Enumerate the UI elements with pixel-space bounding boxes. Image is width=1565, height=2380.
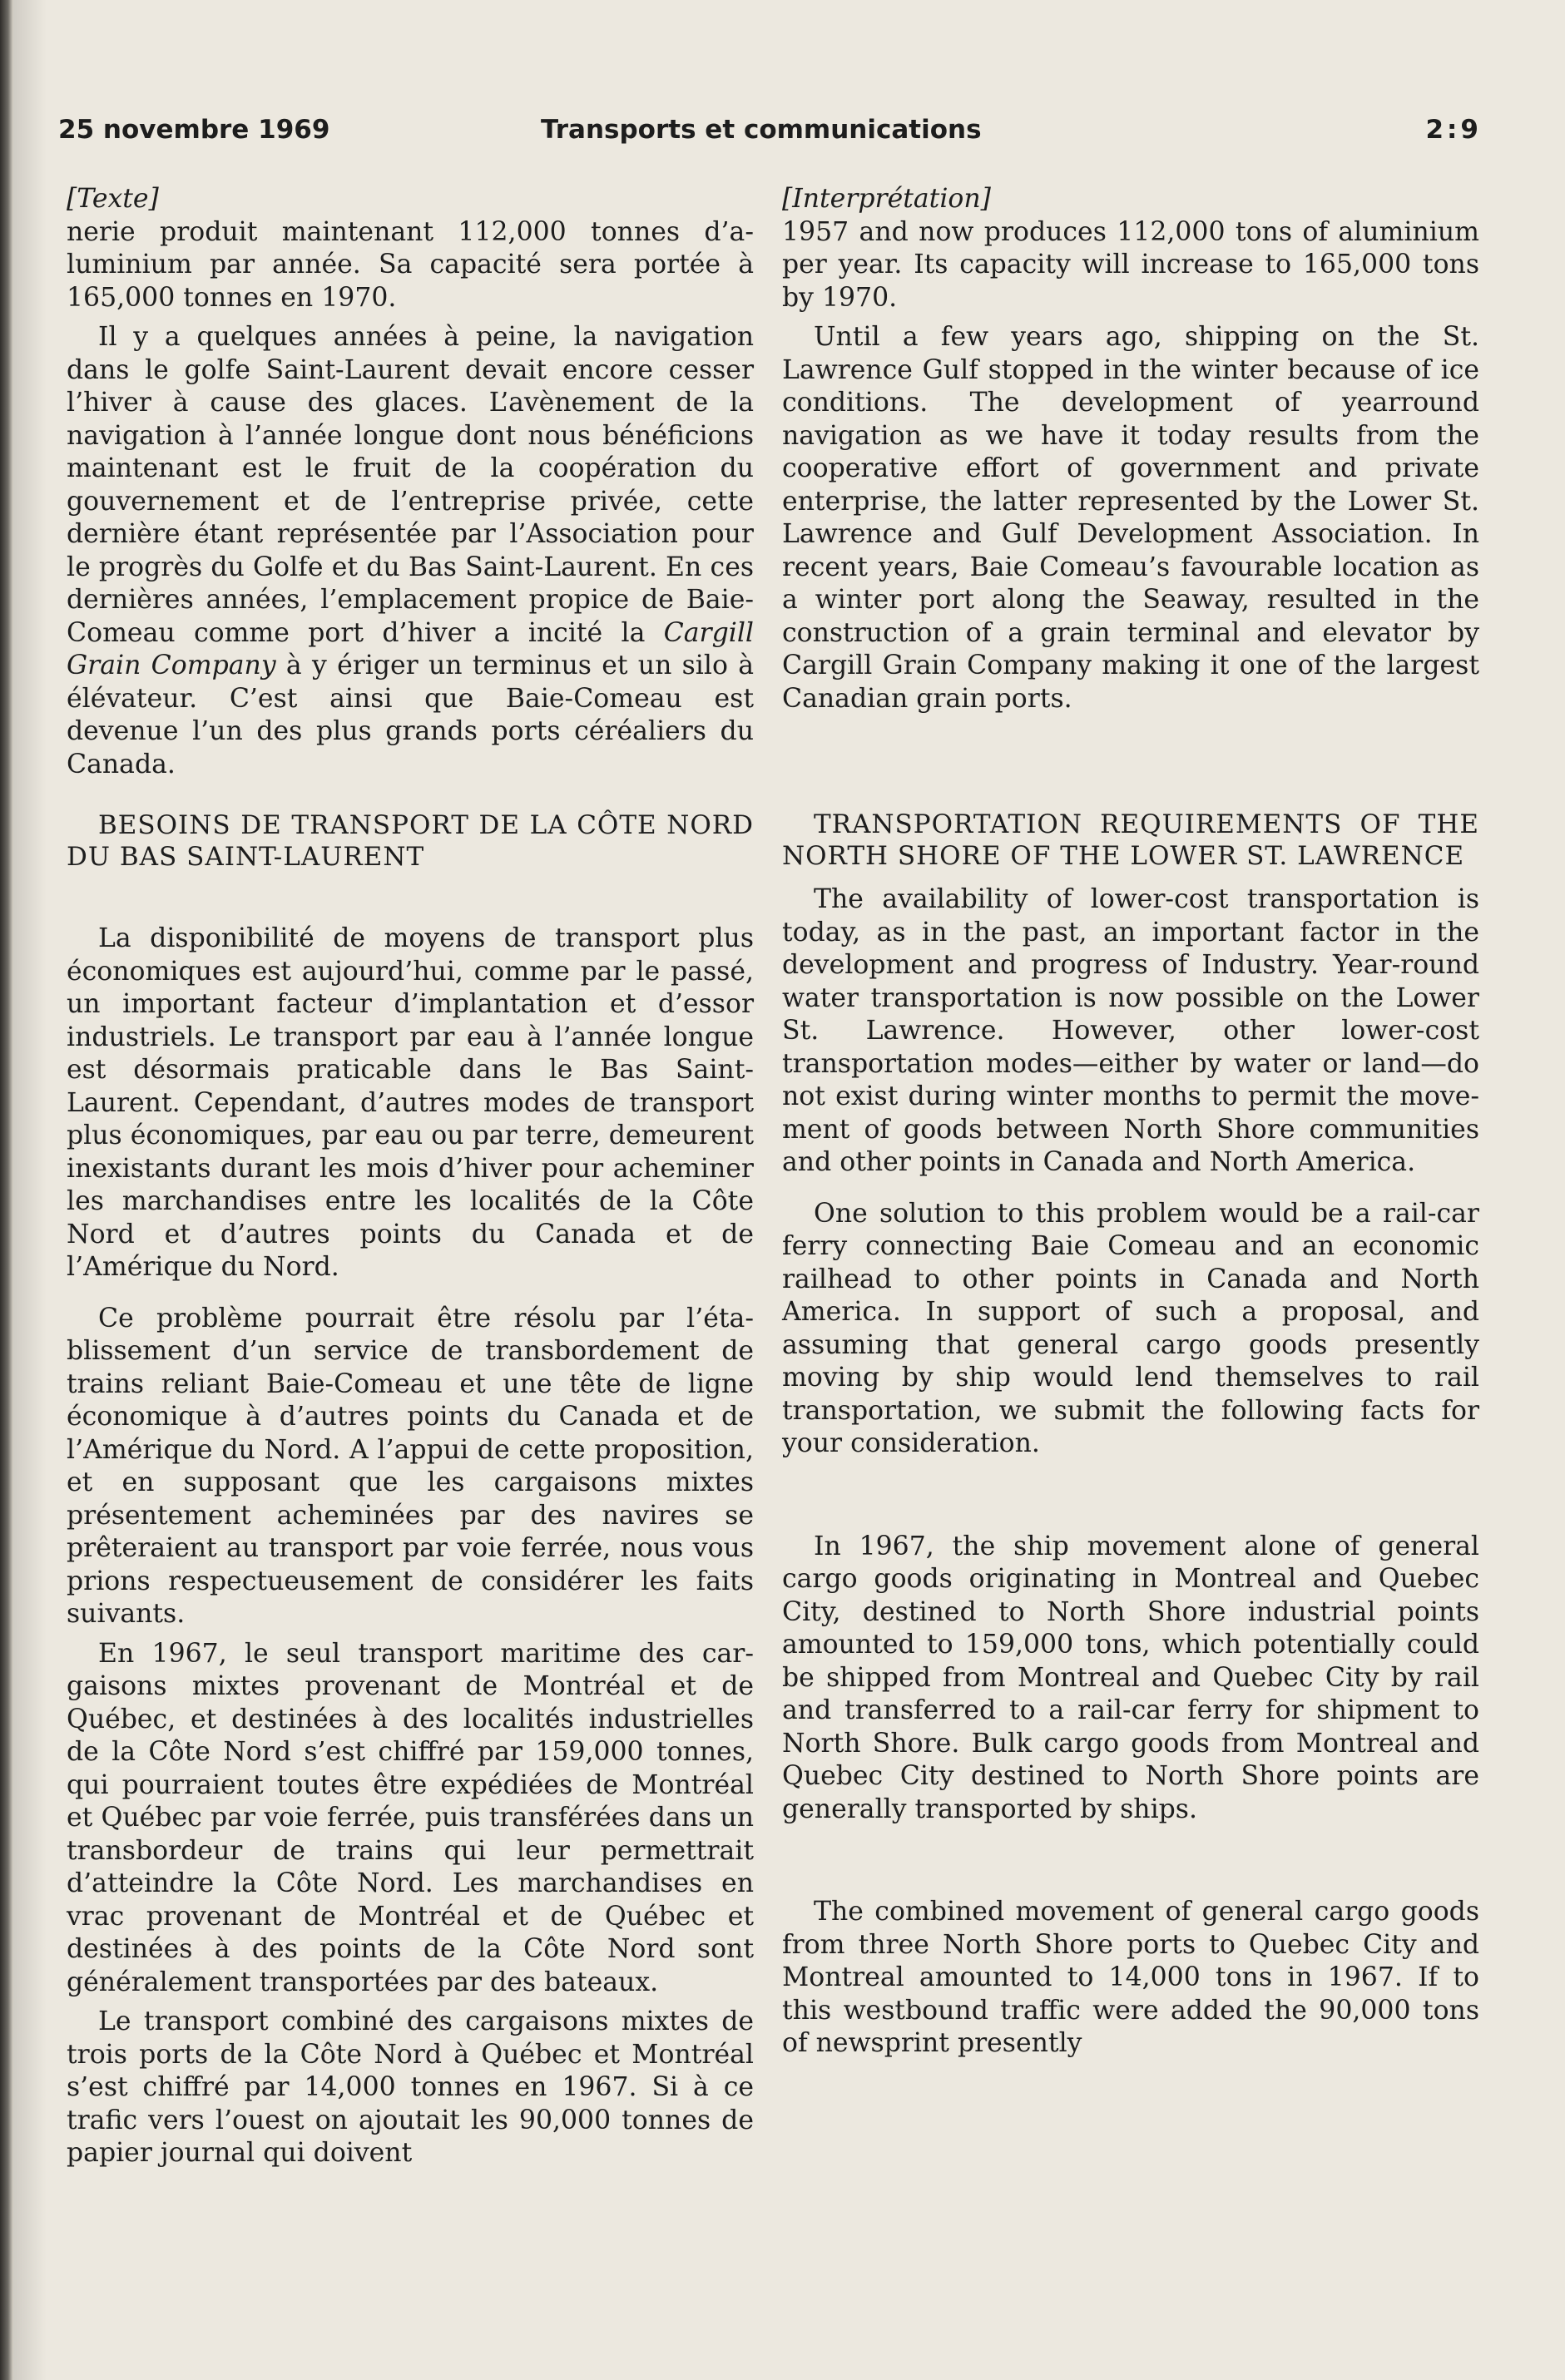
header-title: Transports et communications [541,115,982,145]
french-paragraph-6: Le transport combiné des cargaisons mixtes de trois ports de la Côte Nord à Québec et Montréal s’est chiffré par 14,000 tonnes en 1967. Si à ce trafic vers l’ouest on ajoutait les 90,000 tonnes de papier journal qui doivent [67,2006,754,2168]
english-paragraph-1: 1957 and now produces 112,000 tons of aluminium per year. Its capacity will increase to 165,000 tons by 1970. [782,216,1479,313]
french-paragraph-2 [67,321,754,781]
french-column-label: [Texte] [67,184,159,214]
page-edge-shadow [13,0,47,2380]
french-section-heading: BESOINS DE TRANSPORT DE LA CÔTE NORD DU BAS SAINT-LAURENT [67,810,754,872]
header-page-number: 2:9 [1425,115,1482,145]
page-binding-edge [0,0,13,2380]
company-name: Cargill Grain Company [67,617,754,680]
french-paragraph-4: Ce problème pourrait être résolu par l’établissement d’un service de transbordement de trains reliant Baie-Comeau et une tête de ligne économique à d’autres points du Canada et de l’Amérique du Nord. A l’appui de cette proposition, et en supposant que les cargaisons mixtes présentement acheminées par des navires se prêteraient au transport par voie ferrée, nous vous prions respectueusement de considérer les faits suivants. [67,1303,754,1629]
french-paragraph-3: La disponibilité de moyens de transport plus économiques est aujourd’hui, comme par le passé, un important facteur d’implantation et d’essor industriels. Le transport par eau à l’année longue est désormais praticable dans le Bas Saint-Laurent. Cependant, d’autres modes de transport plus économiques, par eau ou par terre, demeurent inexistants durant les mois d’hiver pour acheminer les marchandises entre les localités de la Côte Nord et d’autres points du Canada et de l’Amérique du Nord. [67,923,754,1282]
english-paragraph-2: Until a few years ago, shipping on the St. Lawrence Gulf stopped in the winter because of ice conditions. The development of yearround navigation as we have it today results from the cooperative effort of government and private enterprise, the latter represented by the Lower St. Lawrence and Gulf Development Association. In recent years, Baie Comeau’s favourable location as a winter port along the Seaway, resulted in the construction of a grain terminal and elevator by Cargill Grain Company making it one of the largest Canadian grain ports. [782,322,1479,714]
english-paragraph-6: The combined movement of general cargo goods from three North Shore ports to Quebec City and Montreal amounted to 14,000 tons in 1967. If to this westbound traffic were added the 90,000 tons of newsprint presently [782,1897,1479,2058]
english-column [782,183,1479,2061]
french-paragraph-1: nerie produit maintenant 112,000 tonnes d’aluminium par année. Sa capacité sera portée à 165,000 tonnes en 1970. [67,216,754,313]
french-paragraph-2-text-b: à y ériger un terminus et un silo à élévateur. C’est ainsi que Baie-Comeau est devenue l’un des plus grands ports céréaliers du Canada. [67,651,754,779]
english-paragraph-5: In 1967, the ship movement alone of general cargo goods originating in Montreal and Quebec City, destined to North Shore industrial points amounted to 159,000 tons, which potentially could be shipped from Montreal and Quebec City by rail and transferred to a rail-car ferry for shipment to North Shore. Bulk cargo goods from Montreal and Quebec City destined to North Shore points are generally transported by ships. [782,1531,1479,1824]
french-column [67,183,754,2170]
english-paragraph-3: The availability of lower-cost transportation is today, as in the past, an important factor in the development and progress of Industry. Year-round water transportation is now possible on the Lower St. Lawrence. However, other lower-cost transportation modes—either by water or land—do not exist during winter months to permit the movement of goods between North Shore communities and other points in Canada and North America. [782,884,1479,1177]
header-date: 25 novembre 1969 [58,115,330,145]
french-paragraph-5: En 1967, le seul transport maritime des cargaisons mixtes provenant de Montréal et de Québec, et destinées à des localités industrielles de la Côte Nord s’est chiffré par 159,000 tonnes, qui pourraient toutes être expédiées de Montréal et Québec par voie ferrée, puis transférées dans un transbordeur de trains qui leur permettrait d’atteindre la Côte Nord. Les marchandises en vrac provenant de Montréal et de Québec et destinées à des points de la Côte Nord sont généralement transportées par des bateaux. [67,1638,754,1997]
page-header [58,115,1482,156]
english-column-label: [Interprétation] [782,184,991,214]
english-section-heading: TRANSPORTATION REQUIREMENTS OF THE NORTH SHORE OF THE LOWER ST. LAWRENCE [782,809,1479,871]
french-paragraph-2-text-a: Il y a quelques années à peine, la navigation dans le golfe Saint-Laurent devait encore cesser l’hiver à cause des glaces. L’avènement de la navigation à l’année longue dont nous bénéficions maintenant est le fruit de la coopération du gouvernement et de l’entreprise privée, cette dernière étant représentée par l’Association pour le progrès du Golfe et du Bas Saint-Laurent. En ces dernières années, l’emplacement propice de Baie-Comeau comme port d’hiver a incité la [67,322,754,648]
english-paragraph-4: One solution to this problem would be a rail-car ferry connecting Baie Comeau and an economic railhead to other points in Canada and North America. In support of such a proposal, and assuming that general cargo goods presently moving by ship would lend themselves to rail transportation, we submit the following facts for your consideration. [782,1198,1479,1458]
